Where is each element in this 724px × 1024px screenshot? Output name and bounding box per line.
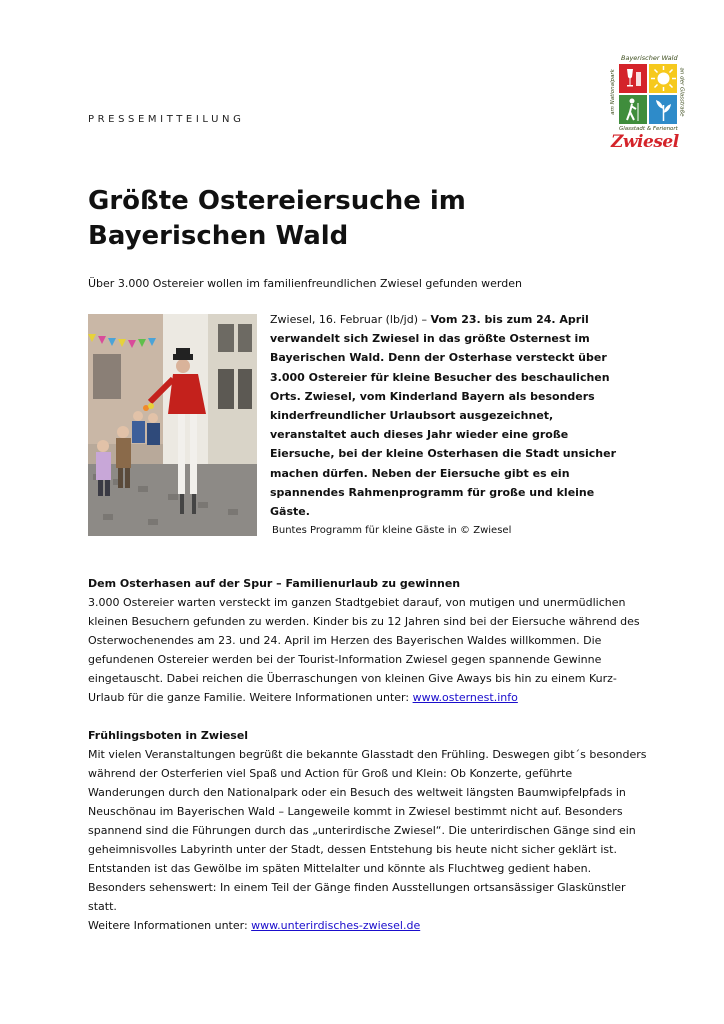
section-osterhasen	[88, 574, 648, 707]
wine-glass-icon	[619, 64, 647, 93]
subtitle: Über 3.000 Ostereier wollen im familienfreundlichen Zwiesel gefunden werden	[88, 277, 522, 290]
document-label: PRESSEMITTEILUNG	[88, 114, 245, 125]
logo-side-right-text: an der Glasstraße	[678, 67, 685, 117]
more-info-label: Weitere Informationen unter:	[88, 919, 252, 932]
hiker-icon	[619, 95, 647, 124]
section-body-text: Mit vielen Veranstaltungen begrüßt die bekannte Glasstadt den Frühling. Deswegen gibt´s besonders während der Osterferien viel Spaß und Action für Groß und Klein: Ob Konzerte, geführte Wanderungen durch den Nationalpark oder ein Besuch des weltweit längsten Baumwipfelpfads in Neuschönau im Bayerischen Wald – Langeweile kommt in Zwiesel bestimmt nicht auf. Besonders spannend sind die Führungen durch das „unterirdische Zwiesel“. Die unterirdischen Gänge sind ein geheimnisvolles Labyrinth unter der Stadt, dessen Entstehung bis heute nicht sicher geklärt ist. Entstanden ist das Gewölbe im späten Mittelalter und könnte als Fluchtweg gedient haben. Besonders sehenswert: In einem Teil der Gänge finden Ausstellungen ortsansässiger Glaskünstler statt.	[88, 748, 647, 913]
logo-quadrants	[619, 64, 677, 124]
section-body	[88, 593, 648, 707]
sun-icon	[649, 64, 677, 93]
event-photo	[88, 314, 257, 536]
logo-brand-text: Zwiesel	[611, 132, 679, 152]
page-title: Größte Ostereiersuche im Bayerischen Wald	[88, 186, 466, 251]
zwiesel-logo	[605, 54, 689, 152]
section-body-text: 3.000 Ostereier warten versteckt im ganzen Stadtgebiet darauf, von mutigen und unermüdlichen kleinen Besuchern gefunden zu werden. Kinder bis zu 12 Jahren sind bei der Eiersuche während des Osterwochenendes am 23. und 24. April im Herzen des Bayerischen Waldes willkommen. Die gefundenen Ostereier werden bei der Tourist-Information Zwiesel gegen spannende Gewinne eingetauscht. Dabei reichen die Überraschungen von kleinen Give Aways bis hin zu einem Kurz-Urlaub für die ganze Familie. Weitere Informationen unter:	[88, 596, 640, 704]
plant-icon	[649, 95, 677, 124]
logo-side-left-text: am Nationalpark	[609, 69, 616, 115]
dateline: Zwiesel, 16. Februar (lb/jd) –	[270, 313, 431, 326]
more-info-line	[88, 916, 648, 935]
section-fruehlingsboten	[88, 726, 648, 935]
unterirdisches-link[interactable]: www.unterirdisches-zwiesel.de	[251, 919, 421, 932]
photo-caption: Buntes Programm für kleine Gäste in © Zwiesel	[272, 525, 512, 536]
intro-bold-text: Vom 23. bis zum 24. April verwandelt sich Zwiesel in das größte Osternest im Bayerischen Wald. Denn der Osterhase versteckt über 3.000 Ostereier für kleine Besucher des beschaulichen Orts. Zwiesel, vom Kinderland Bayern als besonders kinderfreundlicher Urlaubsort ausgezeichnet, veranstaltet auch dieses Jahr wieder eine große Eiersuche, bei der kleine Osterhasen die Stadt unsicher machen dürfen. Neben der Eiersuche gibt es ein spannendes Rahmenprogramm für große und kleine Gäste.	[270, 313, 617, 519]
logo-arc-top-text: Bayerischer Wald	[621, 54, 678, 62]
osternest-link[interactable]: www.osternest.info	[412, 691, 518, 704]
intro-paragraph	[270, 310, 630, 521]
logo-arc-bottom-text: Glasstadt & Ferienort	[619, 126, 678, 132]
section-heading: Frühlingsboten in Zwiesel	[88, 729, 249, 742]
section-heading: Dem Osterhasen auf der Spur – Familienurlaub zu gewinnen	[88, 577, 461, 590]
